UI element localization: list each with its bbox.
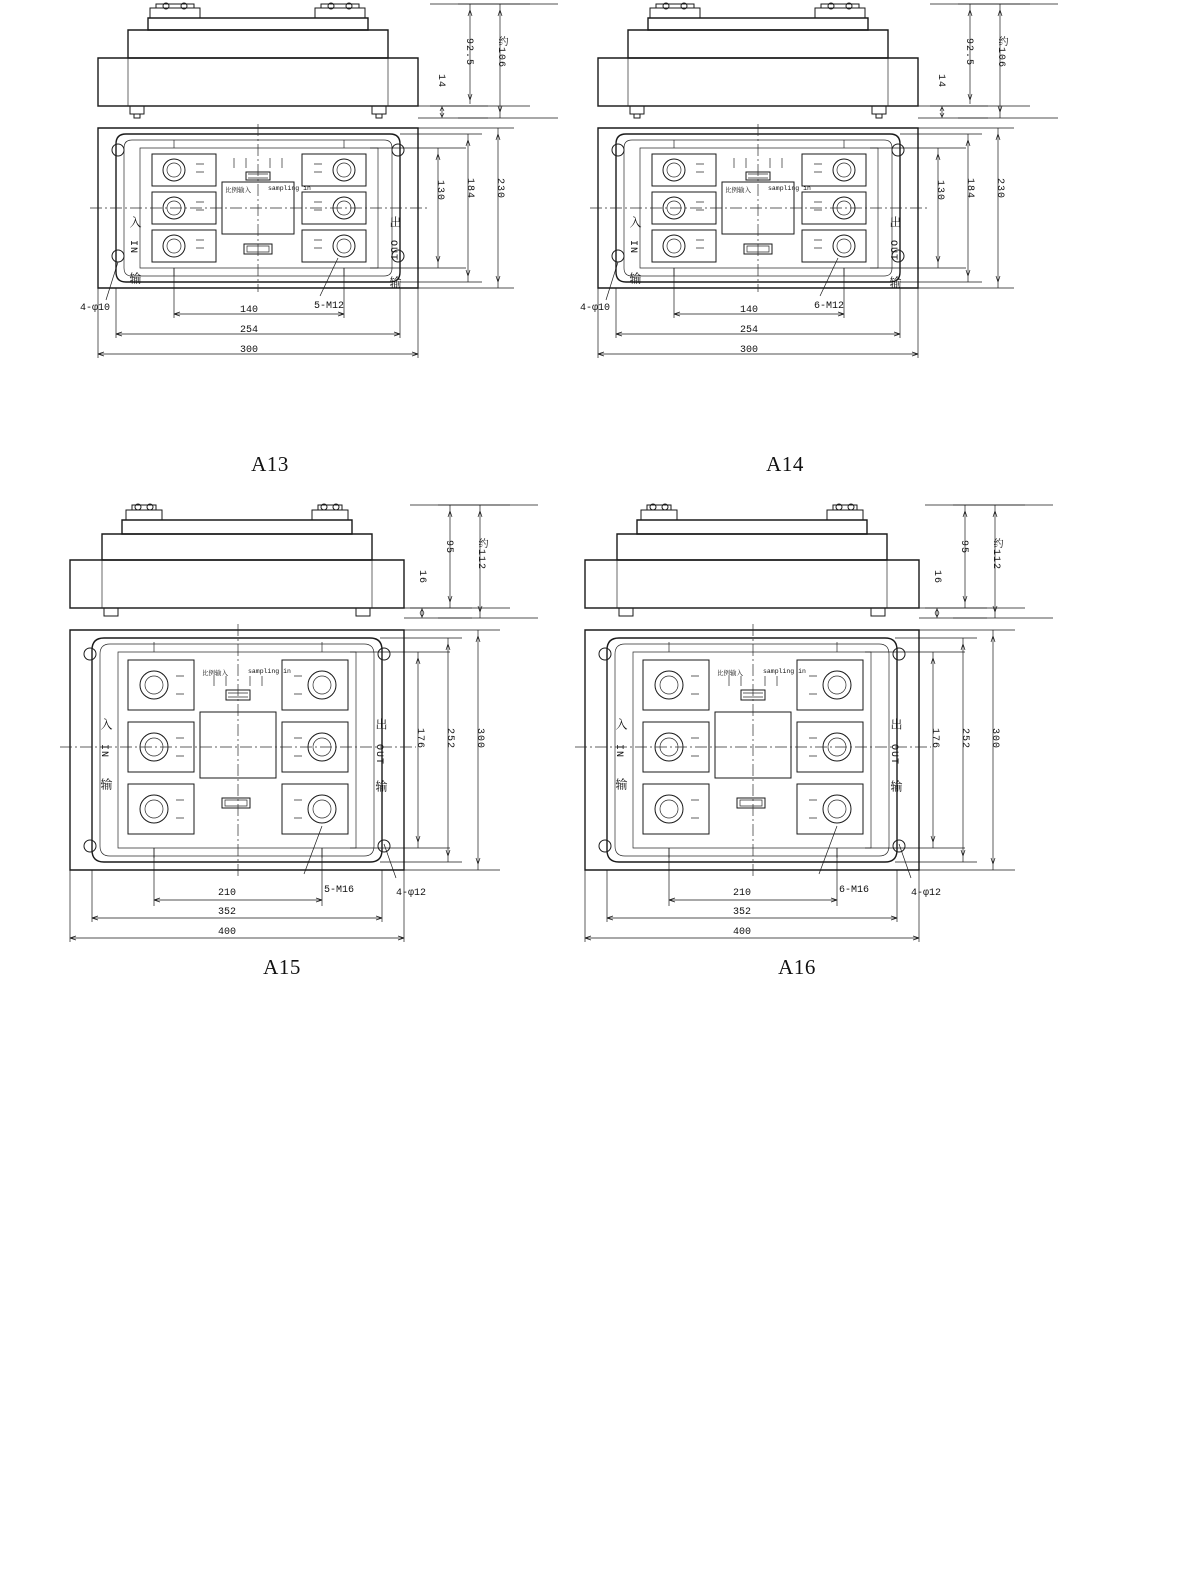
a16-sampling-cn: 比例输入	[717, 669, 743, 677]
caption-a16: A16	[778, 955, 816, 979]
a16-dim-300: 300	[989, 728, 1000, 750]
a14-dim-925: 92.5	[963, 38, 974, 67]
a16-dim-252: 252	[959, 728, 970, 750]
a15-dim-352: 352	[218, 907, 237, 918]
a16-label-in-en: IN	[613, 744, 624, 759]
a13-dim-184: 184	[464, 178, 475, 200]
a14-label-in-en: IN	[627, 240, 638, 255]
a16-dim-16: 16	[931, 570, 942, 585]
a16-dim-352: 352	[733, 907, 752, 918]
a13-dim-14: 14	[435, 74, 446, 89]
a13-sampling-en: sampling in	[268, 185, 311, 192]
a15-dim-112: 约112	[475, 538, 486, 571]
panel-a13	[70, 0, 570, 480]
a14-label-out-en: OUT	[887, 240, 898, 262]
a14-top-view	[590, 124, 1014, 358]
a14-dim-140: 140	[740, 305, 759, 316]
a16-dim-112: 约112	[990, 538, 1001, 571]
a14-note-phi10: 4-φ10	[580, 303, 611, 314]
a14-side-view	[598, 3, 1058, 118]
panel-a15	[50, 500, 550, 990]
a13-sampling-cn: 比例输入	[225, 186, 251, 194]
a14-label-in-cn: 输	[628, 272, 642, 285]
a14-note-m12: 6-M12	[814, 301, 845, 312]
a16-label-out-en: OUT	[888, 744, 899, 766]
a14-dim-254: 254	[740, 325, 759, 336]
a15-dim-400: 400	[218, 927, 237, 938]
a15-dim-210: 210	[218, 888, 237, 899]
a15-dim-16: 16	[416, 570, 427, 585]
a14-label-out-cn: 输	[888, 276, 902, 289]
panel-a13-drawing	[70, 0, 570, 480]
a13-label-out-en: OUT	[387, 240, 398, 262]
a15-side-view	[70, 504, 538, 618]
a15-label-in-en: IN	[98, 744, 109, 759]
a15-note-phi12: 4-φ12	[396, 888, 427, 899]
a15-dim-252: 252	[444, 728, 455, 750]
a16-label-in-cn: 输	[614, 778, 628, 791]
a14-sampling-en: sampling in	[768, 185, 811, 192]
a13-dim-925: 92.5	[463, 38, 474, 67]
a13-note-m12: 5-M12	[314, 301, 345, 312]
a16-dim-210: 210	[733, 888, 752, 899]
a13-label-out-cn: 输	[388, 276, 402, 289]
a16-note-m16: 6-M16	[839, 885, 870, 896]
a13-dim-140: 140	[240, 305, 259, 316]
a16-label-in-cn2: 入	[614, 718, 628, 731]
a16-label-out-cn2: 出	[889, 718, 903, 731]
caption-a14-sheet: A14	[766, 452, 804, 476]
a14-dim-106: 约106	[995, 36, 1006, 69]
a15-label-in-cn: 输	[99, 778, 113, 791]
a15-dim-95: 95	[443, 540, 454, 555]
a15-label-out-en: OUT	[373, 744, 384, 766]
a15-sampling-en: sampling in	[248, 668, 291, 675]
a13-label-in-en: IN	[127, 240, 138, 255]
panel-a14-drawing	[570, 0, 1070, 480]
a15-note-m16: 5-M16	[324, 885, 355, 896]
a13-dim-130: 130	[434, 180, 445, 202]
a13-dim-230: 230	[494, 178, 505, 200]
a16-dim-400: 400	[733, 927, 752, 938]
a16-dim-176: 176	[929, 728, 940, 750]
a16-label-out-cn: 输	[889, 780, 903, 793]
a14-dim-14: 14	[935, 74, 946, 89]
a14-label-in-cn2: 入	[628, 216, 642, 229]
a14-sampling-cn: 比例输入	[725, 186, 751, 194]
panel-a14	[570, 0, 1070, 480]
a14-dim-230: 230	[994, 178, 1005, 200]
a13-label-in-cn: 输	[128, 272, 142, 285]
a15-label-in-cn2: 入	[99, 718, 113, 731]
a15-dim-176: 176	[414, 728, 425, 750]
a14-dim-130: 130	[934, 180, 945, 202]
a13-note-phi10: 4-φ10	[80, 303, 111, 314]
a15-label-out-cn2: 出	[374, 718, 388, 731]
a14-dim-184: 184	[964, 178, 975, 200]
a13-label-in-cn2: 入	[128, 216, 142, 229]
caption-a13-sheet: A13	[251, 452, 289, 476]
a14-label-out-cn2: 出	[888, 216, 902, 229]
a16-note-phi12: 4-φ12	[911, 888, 942, 899]
panel-a16	[565, 500, 1065, 990]
a15-sampling-cn: 比例输入	[202, 669, 228, 677]
a13-label-out-cn2: 出	[388, 216, 402, 229]
a13-dim-106: 约106	[495, 36, 506, 69]
a16-side-view	[585, 504, 1053, 618]
a13-top-view	[90, 124, 514, 358]
caption-a15: A15	[263, 955, 301, 979]
a15-dim-300: 300	[474, 728, 485, 750]
a15-label-out-cn: 输	[374, 780, 388, 793]
a13-side-view	[98, 3, 558, 118]
a14-dim-300: 300	[740, 345, 759, 356]
a13-dim-300: 300	[240, 345, 259, 356]
a13-dim-254: 254	[240, 325, 259, 336]
a16-dim-95: 95	[958, 540, 969, 555]
a16-sampling-en: sampling in	[763, 668, 806, 675]
